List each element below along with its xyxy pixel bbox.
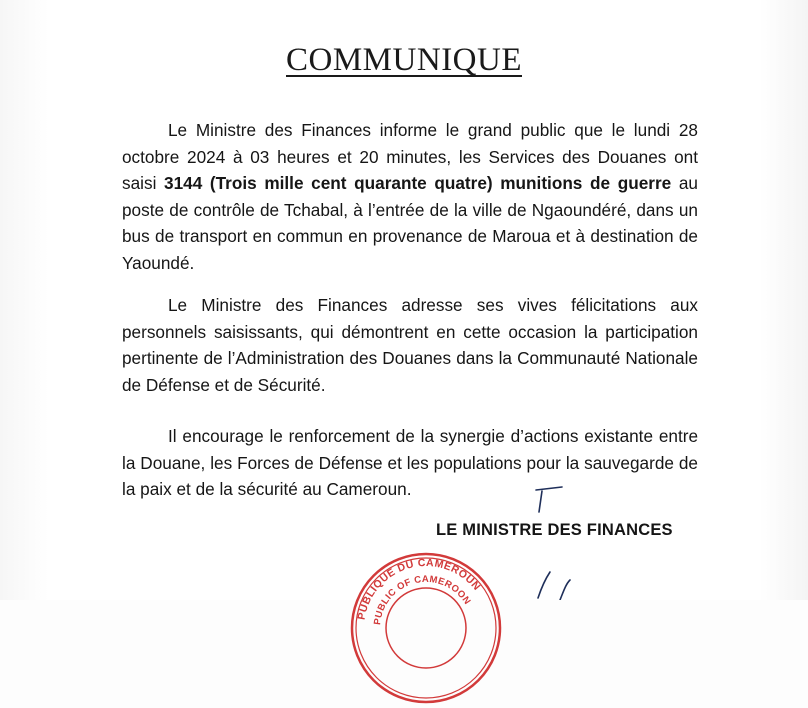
handwritten-signature-icon xyxy=(520,560,600,600)
seal-outer-text: PUBLIQUE DU CAMEROUN xyxy=(355,556,483,621)
paragraph1-bold-quantity: 3144 (Trois mille cent quarante quatre) munitions de guerre xyxy=(164,173,672,193)
signatory-title: LE MINISTRE DES FINANCES xyxy=(436,521,673,539)
paragraph-seizure-announcement xyxy=(122,117,698,276)
paragraph1-intro: Le Ministre des Finances informe le grand public que le lundi 28 octobre 2024 à 03 heures et 20 minutes, les Services des Douanes ont saisi xyxy=(122,120,698,193)
paragraph-encouragement: Il encourage le renforcement de la synergie d’actions existante entre la Douane, les Forces de Défense et les populations pour la sauvegarde de la paix et de la sécurité au Cameroun. xyxy=(122,426,698,499)
document-title xyxy=(0,42,808,79)
title-text: COMMUNIQUE xyxy=(286,42,522,78)
pen-mark-icon xyxy=(528,478,568,518)
official-seal-icon xyxy=(346,548,506,708)
paragraph1-rest: au poste de contrôle de Tchabal, à l’entrée de la ville de Ngaoundéré, dans un bus de transport en commun en provenance de Maroua et à destination de Yaoundé. xyxy=(122,173,698,273)
seal-inner-text: PUBLIC OF CAMEROON xyxy=(372,573,473,626)
paragraph-congratulations: Le Ministre des Finances adresse ses vives félicitations aux personnels saisissants, qui démontrent en cette occasion la participation pertinente de l’Administration des Douanes dans la Communauté Nationale de Défense et de Sécurité. xyxy=(122,295,698,395)
